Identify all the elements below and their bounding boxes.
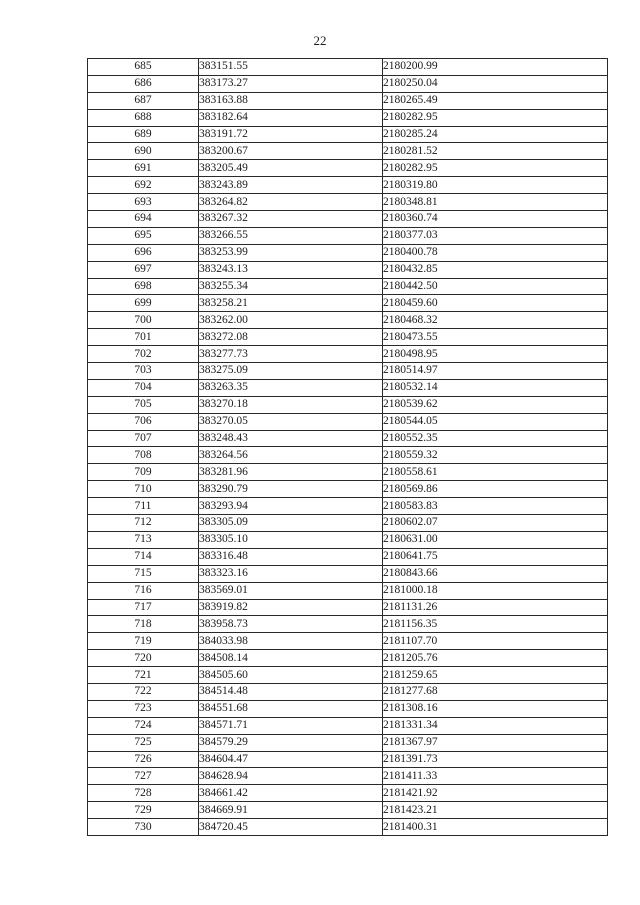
- y-coordinate-cell: 2180544.05: [383, 413, 608, 430]
- x-coordinate-cell: 383255.34: [199, 278, 383, 295]
- x-coordinate-cell: 383958.73: [199, 616, 383, 633]
- table-row: [88, 160, 608, 177]
- x-coordinate-cell: 383264.56: [199, 447, 383, 464]
- table-row: [88, 396, 608, 413]
- point-number-cell: 685: [88, 59, 199, 76]
- x-coordinate-cell: 384508.14: [199, 650, 383, 667]
- point-number-cell: 697: [88, 261, 199, 278]
- table-row: [88, 616, 608, 633]
- x-coordinate-cell: 384514.48: [199, 683, 383, 700]
- table-row: [88, 734, 608, 751]
- point-number-cell: 715: [88, 565, 199, 582]
- y-coordinate-cell: 2180285.24: [383, 126, 608, 143]
- y-coordinate-cell: 2180377.03: [383, 227, 608, 244]
- y-coordinate-cell: 2181205.76: [383, 650, 608, 667]
- table-row: [88, 599, 608, 616]
- table-row: [88, 109, 608, 126]
- y-coordinate-cell: 2180265.49: [383, 92, 608, 109]
- table-row: [88, 785, 608, 802]
- y-coordinate-cell: 2181331.34: [383, 717, 608, 734]
- table-row: [88, 548, 608, 565]
- x-coordinate-cell: 384551.68: [199, 700, 383, 717]
- x-coordinate-cell: 383323.16: [199, 565, 383, 582]
- y-coordinate-cell: 2181277.68: [383, 683, 608, 700]
- x-coordinate-cell: 383293.94: [199, 498, 383, 515]
- point-number-cell: 721: [88, 667, 199, 684]
- y-coordinate-cell: 2180282.95: [383, 160, 608, 177]
- point-number-cell: 710: [88, 481, 199, 498]
- x-coordinate-cell: 384505.60: [199, 667, 383, 684]
- y-coordinate-cell: 2180432.85: [383, 261, 608, 278]
- point-number-cell: 689: [88, 126, 199, 143]
- point-number-cell: 701: [88, 329, 199, 346]
- table-row: [88, 481, 608, 498]
- table-row: [88, 683, 608, 700]
- table-row: [88, 447, 608, 464]
- point-number-cell: 720: [88, 650, 199, 667]
- x-coordinate-cell: 383569.01: [199, 582, 383, 599]
- y-coordinate-cell: 2181131.26: [383, 599, 608, 616]
- x-coordinate-cell: 383316.48: [199, 548, 383, 565]
- y-coordinate-cell: 2181156.35: [383, 616, 608, 633]
- point-number-cell: 706: [88, 413, 199, 430]
- point-number-cell: 712: [88, 515, 199, 532]
- point-number-cell: 719: [88, 633, 199, 650]
- point-number-cell: 704: [88, 379, 199, 396]
- point-number-cell: 687: [88, 92, 199, 109]
- y-coordinate-cell: 2180631.00: [383, 531, 608, 548]
- y-coordinate-cell: 2181400.31: [383, 819, 608, 836]
- point-number-cell: 700: [88, 312, 199, 329]
- x-coordinate-cell: 383248.43: [199, 430, 383, 447]
- y-coordinate-cell: 2180602.07: [383, 515, 608, 532]
- y-coordinate-cell: 2180539.62: [383, 396, 608, 413]
- point-number-cell: 693: [88, 194, 199, 211]
- table-row: [88, 464, 608, 481]
- table-row: [88, 363, 608, 380]
- table-row: [88, 75, 608, 92]
- table-row: [88, 379, 608, 396]
- x-coordinate-cell: 383151.55: [199, 59, 383, 76]
- y-coordinate-cell: 2181421.92: [383, 785, 608, 802]
- point-number-cell: 694: [88, 211, 199, 228]
- point-number-cell: 728: [88, 785, 199, 802]
- x-coordinate-cell: 383272.08: [199, 329, 383, 346]
- table-row: [88, 565, 608, 582]
- x-coordinate-cell: 383205.49: [199, 160, 383, 177]
- x-coordinate-cell: 383163.88: [199, 92, 383, 109]
- x-coordinate-cell: 384628.94: [199, 768, 383, 785]
- y-coordinate-cell: 2180468.32: [383, 312, 608, 329]
- point-number-cell: 703: [88, 363, 199, 380]
- y-coordinate-cell: 2181107.70: [383, 633, 608, 650]
- y-coordinate-cell: 2180498.95: [383, 346, 608, 363]
- point-number-cell: 708: [88, 447, 199, 464]
- y-coordinate-cell: 2180843.66: [383, 565, 608, 582]
- x-coordinate-cell: 383258.21: [199, 295, 383, 312]
- table-row: [88, 346, 608, 363]
- table-row: [88, 244, 608, 261]
- x-coordinate-cell: 383262.00: [199, 312, 383, 329]
- table-row: [88, 211, 608, 228]
- x-coordinate-cell: 383919.82: [199, 599, 383, 616]
- x-coordinate-cell: 383200.67: [199, 143, 383, 160]
- x-coordinate-cell: 383267.32: [199, 211, 383, 228]
- table-row: [88, 819, 608, 836]
- x-coordinate-cell: 384661.42: [199, 785, 383, 802]
- table-row: [88, 126, 608, 143]
- table-row: [88, 413, 608, 430]
- table-row: [88, 633, 608, 650]
- point-number-cell: 696: [88, 244, 199, 261]
- x-coordinate-cell: 383281.96: [199, 464, 383, 481]
- y-coordinate-cell: 2180250.04: [383, 75, 608, 92]
- table-row: [88, 582, 608, 599]
- point-number-cell: 707: [88, 430, 199, 447]
- table-row: [88, 498, 608, 515]
- y-coordinate-cell: 2180282.95: [383, 109, 608, 126]
- x-coordinate-cell: 383277.73: [199, 346, 383, 363]
- table-row: [88, 650, 608, 667]
- point-number-cell: 717: [88, 599, 199, 616]
- x-coordinate-cell: 384720.45: [199, 819, 383, 836]
- point-number-cell: 711: [88, 498, 199, 515]
- table-row: [88, 261, 608, 278]
- y-coordinate-cell: 2180473.55: [383, 329, 608, 346]
- x-coordinate-cell: 384579.29: [199, 734, 383, 751]
- point-number-cell: 718: [88, 616, 199, 633]
- y-coordinate-cell: 2180641.75: [383, 548, 608, 565]
- point-number-cell: 714: [88, 548, 199, 565]
- y-coordinate-cell: 2181423.21: [383, 802, 608, 819]
- point-number-cell: 695: [88, 227, 199, 244]
- y-coordinate-cell: 2181367.97: [383, 734, 608, 751]
- table-row: [88, 667, 608, 684]
- x-coordinate-cell: 383275.09: [199, 363, 383, 380]
- table-row: [88, 312, 608, 329]
- point-number-cell: 722: [88, 683, 199, 700]
- y-coordinate-cell: 2180348.81: [383, 194, 608, 211]
- point-number-cell: 729: [88, 802, 199, 819]
- x-coordinate-cell: 384604.47: [199, 751, 383, 768]
- table-row: [88, 515, 608, 532]
- table-row: [88, 768, 608, 785]
- x-coordinate-cell: 383266.55: [199, 227, 383, 244]
- x-coordinate-cell: 383191.72: [199, 126, 383, 143]
- x-coordinate-cell: 383270.18: [199, 396, 383, 413]
- point-number-cell: 726: [88, 751, 199, 768]
- x-coordinate-cell: 383182.64: [199, 109, 383, 126]
- y-coordinate-cell: 2180583.83: [383, 498, 608, 515]
- table-row: [88, 278, 608, 295]
- point-number-cell: 705: [88, 396, 199, 413]
- table-row: [88, 329, 608, 346]
- table-row: [88, 751, 608, 768]
- point-number-cell: 713: [88, 531, 199, 548]
- y-coordinate-cell: 2180569.86: [383, 481, 608, 498]
- point-number-cell: 724: [88, 717, 199, 734]
- x-coordinate-cell: 383263.35: [199, 379, 383, 396]
- page-number: 22: [313, 33, 327, 48]
- table-row: [88, 143, 608, 160]
- x-coordinate-cell: 384033.98: [199, 633, 383, 650]
- x-coordinate-cell: 383305.09: [199, 515, 383, 532]
- table-row: [88, 802, 608, 819]
- coordinate-table-body: [88, 59, 608, 836]
- y-coordinate-cell: 2181411.33: [383, 768, 608, 785]
- y-coordinate-cell: 2181391.73: [383, 751, 608, 768]
- y-coordinate-cell: 2180558.61: [383, 464, 608, 481]
- point-number-cell: 690: [88, 143, 199, 160]
- table-row: [88, 227, 608, 244]
- table-row: [88, 717, 608, 734]
- y-coordinate-cell: 2181308.16: [383, 700, 608, 717]
- table-row: [88, 430, 608, 447]
- point-number-cell: 725: [88, 734, 199, 751]
- table-row: [88, 92, 608, 109]
- table-row: [88, 59, 608, 76]
- point-number-cell: 730: [88, 819, 199, 836]
- point-number-cell: 686: [88, 75, 199, 92]
- table-row: [88, 295, 608, 312]
- y-coordinate-cell: 2181000.18: [383, 582, 608, 599]
- point-number-cell: 699: [88, 295, 199, 312]
- point-number-cell: 716: [88, 582, 199, 599]
- x-coordinate-cell: 383264.82: [199, 194, 383, 211]
- x-coordinate-cell: 383290.79: [199, 481, 383, 498]
- point-number-cell: 709: [88, 464, 199, 481]
- point-number-cell: 723: [88, 700, 199, 717]
- y-coordinate-cell: 2180442.50: [383, 278, 608, 295]
- y-coordinate-cell: 2180281.52: [383, 143, 608, 160]
- y-coordinate-cell: 2180559.32: [383, 447, 608, 464]
- point-number-cell: 698: [88, 278, 199, 295]
- x-coordinate-cell: 384669.91: [199, 802, 383, 819]
- y-coordinate-cell: 2180532.14: [383, 379, 608, 396]
- x-coordinate-cell: 383173.27: [199, 75, 383, 92]
- point-number-cell: 727: [88, 768, 199, 785]
- y-coordinate-cell: 2180400.78: [383, 244, 608, 261]
- x-coordinate-cell: 383243.89: [199, 177, 383, 194]
- y-coordinate-cell: 2180319.80: [383, 177, 608, 194]
- point-number-cell: 702: [88, 346, 199, 363]
- y-coordinate-cell: 2180514.97: [383, 363, 608, 380]
- y-coordinate-cell: 2180552.35: [383, 430, 608, 447]
- y-coordinate-cell: 2180200.99: [383, 59, 608, 76]
- x-coordinate-cell: 383253.99: [199, 244, 383, 261]
- y-coordinate-cell: 2180360.74: [383, 211, 608, 228]
- x-coordinate-cell: 383243.13: [199, 261, 383, 278]
- table-row: [88, 700, 608, 717]
- point-number-cell: 688: [88, 109, 199, 126]
- x-coordinate-cell: 384571.71: [199, 717, 383, 734]
- point-number-cell: 691: [88, 160, 199, 177]
- table-row: [88, 531, 608, 548]
- coordinate-table: [87, 58, 608, 836]
- y-coordinate-cell: 2181259.65: [383, 667, 608, 684]
- point-number-cell: 692: [88, 177, 199, 194]
- table-row: [88, 177, 608, 194]
- y-coordinate-cell: 2180459.60: [383, 295, 608, 312]
- x-coordinate-cell: 383270.05: [199, 413, 383, 430]
- table-row: [88, 194, 608, 211]
- x-coordinate-cell: 383305.10: [199, 531, 383, 548]
